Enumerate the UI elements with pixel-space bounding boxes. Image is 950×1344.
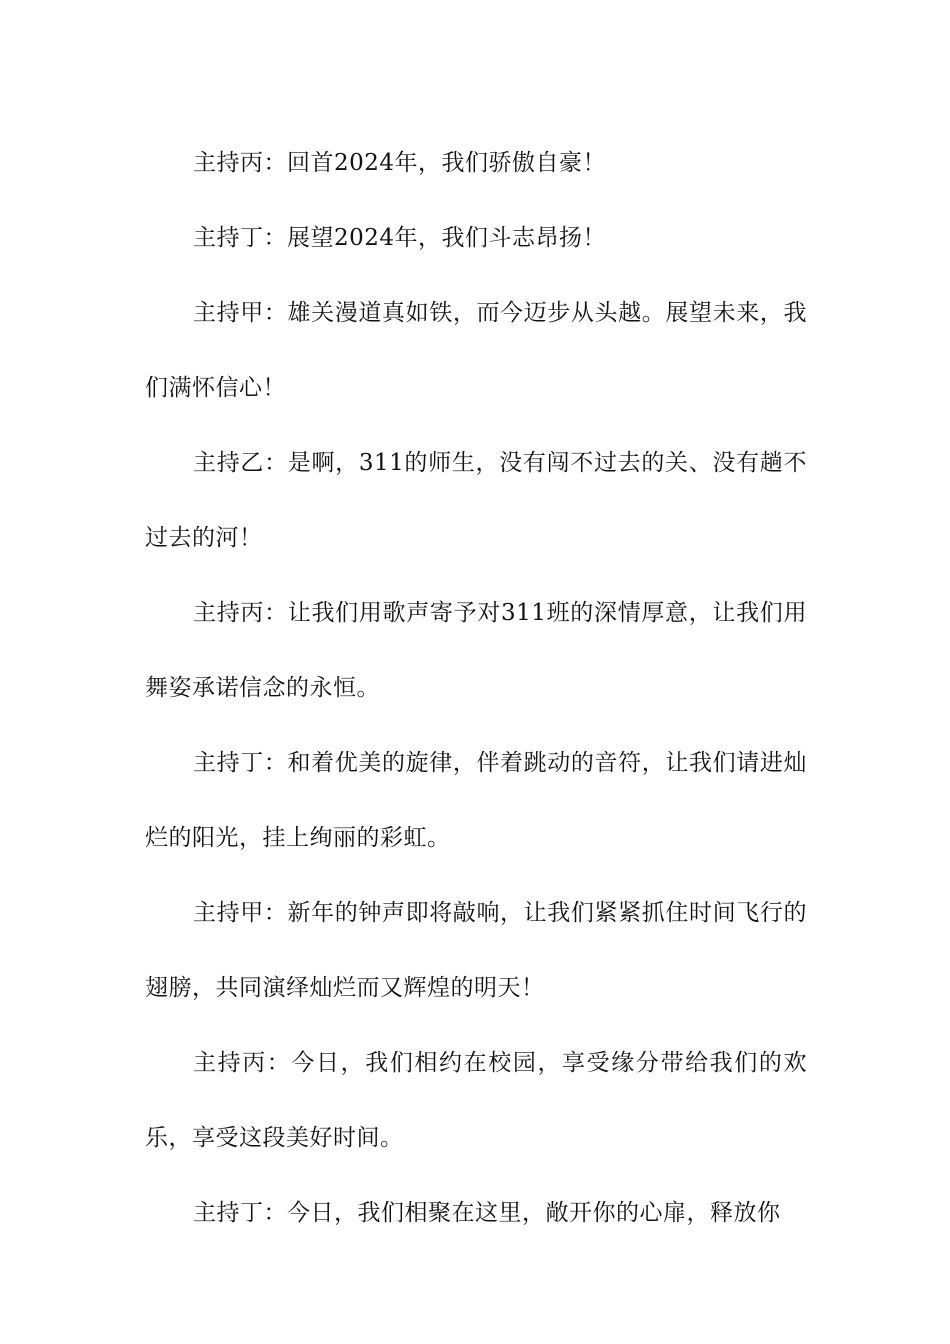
paragraph: 主持乙：是啊，311的师生，没有闯不过去的关、没有趟不过去的河！ <box>145 450 807 551</box>
paragraph: 主持丙：今日，我们相约在校园，享受缘分带给我们的欢乐，享受这段美好时间。 <box>145 1050 807 1151</box>
paragraph: 主持丙：让我们用歌声寄予对311班的深情厚意，让我们用舞姿承诺信念的永恒。 <box>145 600 807 701</box>
paragraph: 主持甲：雄关漫道真如铁，而今迈步从头越。展望未来，我们满怀信心！ <box>145 300 807 401</box>
paragraph: 主持丙：回首2024年，我们骄傲自豪！ <box>193 150 607 176</box>
paragraph: 主持甲：新年的钟声即将敲响，让我们紧紧抓住时间飞行的翅膀，共同演绎灿烂而又辉煌的明天！ <box>145 900 807 1001</box>
paragraph: 主持丁：展望2024年，我们斗志昂扬！ <box>193 225 607 251</box>
document-body <box>145 126 807 1251</box>
paragraph: 主持丁：今日，我们相聚在这里，敞开你的心扉，释放你 <box>193 1200 781 1226</box>
paragraph: 主持丁：和着优美的旋律，伴着跳动的音符，让我们请进灿烂的阳光，挂上绚丽的彩虹。 <box>145 750 807 851</box>
